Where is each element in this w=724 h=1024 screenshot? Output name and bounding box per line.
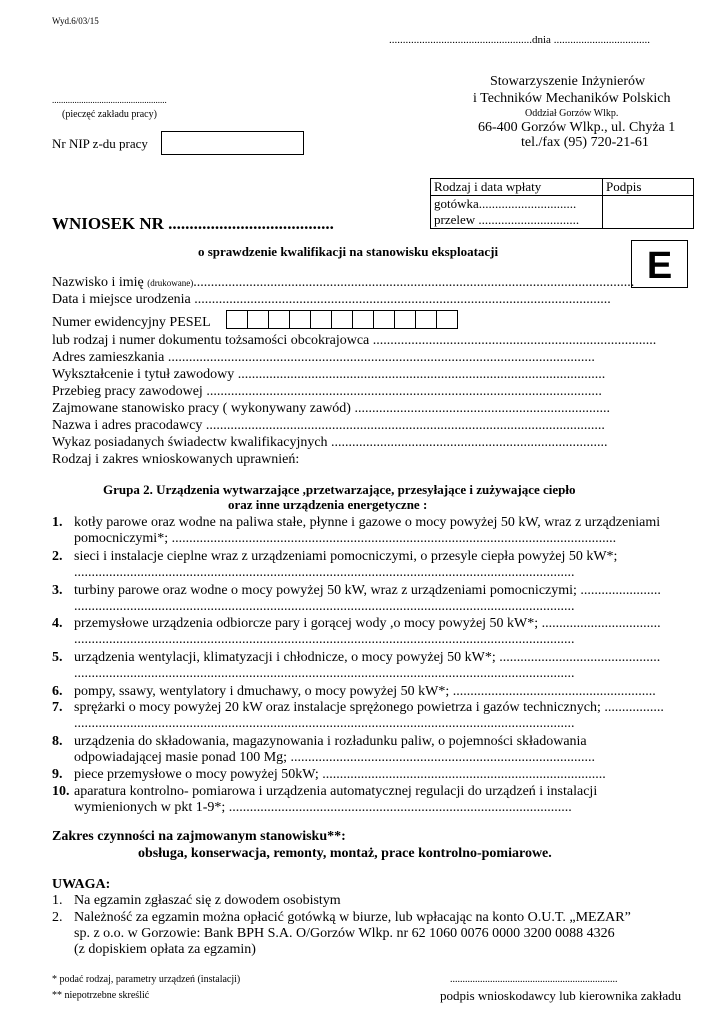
item-10-text[interactable]: aparatura kontrolno- pomiarowa i urządzenia automatycznej regulacji do urządzeń i instalacji	[74, 784, 598, 799]
signature-dots[interactable]: ...................................................................	[450, 974, 618, 985]
education-field[interactable]: Wykształcenie i tytuł zawodowy .........................................................................................................	[52, 367, 606, 382]
name-note: (drukowane)	[147, 278, 194, 288]
date-line[interactable]: ....................................................dnia ...................................	[389, 34, 650, 46]
item-5-text[interactable]: urządzenia wentylacji, klimatyzacji i chłodnicze, o mocy powyżej 50 kW*; ..............................................	[74, 650, 661, 665]
note-2-remark: (z dopiskiem opłata za egzamin)	[74, 942, 256, 957]
career-field[interactable]: Przebieg pracy zawodowej .................................................................................................................	[52, 384, 602, 399]
org-name-line2: i Techników Mechaników Polskich	[473, 91, 671, 106]
item-10-number: 10.	[52, 784, 70, 799]
item-10-line2[interactable]: wymienionych w pkt 1-9*; ..................................................................................................	[74, 800, 572, 815]
payment-type-header: Rodzaj i data wpłaty	[431, 179, 603, 196]
pesel-digit-box[interactable]	[226, 310, 248, 329]
payment-transfer-row[interactable]: przelew ...............................	[431, 212, 603, 229]
form-version: Wyd.6/03/15	[52, 16, 99, 26]
pesel-digit-box[interactable]	[268, 310, 290, 329]
item-9-text[interactable]: piece przemysłowe o mocy powyżej 50kW; .................................................................................	[74, 767, 606, 782]
address-field[interactable]: Adres zamieszkania ..........................................................................................................................	[52, 350, 595, 365]
item-3-number: 3.	[52, 583, 63, 598]
item-2-text[interactable]: sieci i instalacje cieplne wraz z urządzeniami pomocniczymi, o przesyle ciepła powyżej 50 kW*;	[74, 549, 618, 564]
org-phone: tel./fax (95) 720-21-61	[521, 135, 649, 150]
form-title	[52, 214, 334, 234]
item-7-text[interactable]: sprężarki o mocy powyżej 20 kW oraz instalacje sprężonego powietrza i gazów technicznych; .................	[74, 700, 664, 715]
pesel-boxes[interactable]	[227, 310, 458, 329]
item-2-line2[interactable]: ...............................................................................................................................................	[74, 565, 575, 580]
item-7-number: 7.	[52, 700, 63, 715]
nip-input[interactable]	[161, 131, 304, 155]
org-name-line1: Stowarzyszenie Inżynierów	[490, 74, 646, 89]
item-3-line2[interactable]: ...............................................................................................................................................	[74, 599, 575, 614]
footnote-1: * podać rodzaj, parametry urządzeń (instalacji)	[52, 974, 241, 985]
payment-cash-row[interactable]: gotówka..............................	[431, 196, 603, 213]
item-1-text[interactable]: kotły parowe oraz wodne na paliwa stałe, płynne i gazowe o mocy powyżej 50 kW, wraz z urządzeniami	[74, 515, 661, 530]
item-8-line2[interactable]: odpowiadającej masie ponad 100 Mg; .......................................................................................	[74, 750, 596, 765]
payment-signature-cell[interactable]	[603, 196, 694, 229]
note-2-text: Należność za egzamin można opłacić gotówką w biurze, lub wpłacając na konto O.U.T. „MEZAR”	[74, 910, 631, 925]
item-3-text[interactable]: turbiny parowe oraz wodne o mocy powyżej 50 kW, wraz z urządzeniami pomocniczymi; .......................	[74, 583, 661, 598]
group-title-line2: oraz inne urządzenia energetyczne :	[228, 497, 428, 512]
position-field[interactable]: Zajmowane stanowisko pracy ( wykonywany zawód) .........................................................................	[52, 401, 610, 416]
pesel-digit-box[interactable]	[247, 310, 269, 329]
signature-label: podpis wnioskodawcy lub kierownika zakładu	[440, 988, 682, 1003]
item-5-line2[interactable]: ...............................................................................................................................................	[74, 666, 575, 681]
activity-values[interactable]: obsługa, konserwacja, remonty, montaż, prace kontrolno-pomiarowe.	[138, 846, 552, 861]
pesel-digit-box[interactable]	[436, 310, 458, 329]
item-4-line2[interactable]: ...............................................................................................................................................	[74, 632, 575, 647]
form-title-text: WNIOSEK NR .......................................	[52, 214, 334, 233]
stamp-dots: ...................................................	[52, 95, 167, 105]
item-8-number: 8.	[52, 734, 63, 749]
form-subtitle: o sprawdzenie kwalifikacji na stanowisku eksploatacji	[198, 244, 499, 259]
pesel-label: Numer ewidencyjny PESEL	[52, 315, 211, 330]
name-field[interactable]	[52, 275, 634, 291]
item-1-line2[interactable]: pomocniczymi*; ...............................................................................................................................	[74, 531, 617, 546]
org-branch: Oddział Gorzów Wlkp.	[525, 108, 619, 119]
payment-signature-header: Podpis	[603, 179, 694, 196]
note-2-bank: sp. z o.o. w Gorzowie: Bank BPH S.A. O/Gorzów Wlkp. nr 62 1060 0076 0000 3200 0088 4326	[74, 926, 615, 941]
activity-title: Zakres czynności na zajmowanym stanowisku**:	[52, 829, 346, 844]
note-1-text: Na egzamin zgłaszać się z dowodem osobistym	[74, 893, 341, 908]
item-8-text[interactable]: urządzenia do składowania, magazynowania i rozładunku paliw, o pojemności składowania	[74, 734, 587, 749]
item-6-number: 6.	[52, 684, 63, 699]
item-9-number: 9.	[52, 767, 63, 782]
item-6-text[interactable]: pompy, ssawy, wentylatory i dmuchawy, o mocy powyżej 50 kW*; ..........................................................	[74, 684, 656, 699]
certificates-field[interactable]: Wykaz posiadanych świadectw kwalifikacyjnych ...............................................................................	[52, 435, 608, 450]
pesel-digit-box[interactable]	[415, 310, 437, 329]
pesel-digit-box[interactable]	[289, 310, 311, 329]
note-1-number: 1.	[52, 893, 63, 908]
item-1-number: 1.	[52, 515, 63, 530]
org-address: 66-400 Gorzów Wlkp., ul. Chyża 1	[478, 120, 676, 135]
foreign-doc-field[interactable]: lub rodzaj i numer dokumentu tożsamości obcokrajowca .................................................................................	[52, 333, 657, 348]
footnote-2: ** niepotrzebne skreślić	[52, 990, 150, 1001]
item-4-text[interactable]: przemysłowe urządzenia odbiorcze pary i gorącej wody ,o mocy powyżej 50 kW*; ..................................	[74, 616, 661, 631]
pesel-digit-box[interactable]	[352, 310, 374, 329]
pesel-digit-box[interactable]	[331, 310, 353, 329]
payment-table	[430, 178, 694, 229]
item-5-number: 5.	[52, 650, 63, 665]
pesel-digit-box[interactable]	[310, 310, 332, 329]
pesel-digit-box[interactable]	[373, 310, 395, 329]
item-7-line2[interactable]: ...............................................................................................................................................	[74, 716, 575, 731]
item-4-number: 4.	[52, 616, 63, 631]
scope-label: Rodzaj i zakres wnioskowanych uprawnień:	[52, 452, 300, 467]
pesel-digit-box[interactable]	[394, 310, 416, 329]
name-label: Nazwisko i imię	[52, 275, 144, 290]
stamp-label: (pieczęć zakładu pracy)	[62, 109, 157, 120]
name-dots: ..............................................................................................................................	[193, 275, 635, 290]
group-title-line1: Grupa 2. Urządzenia wytwarzające ,przetwarzające, przesyłające i zużywające ciepło	[103, 482, 576, 497]
employer-field[interactable]: Nazwa i adres pracodawcy ..................................................................................................................	[52, 418, 605, 433]
item-2-number: 2.	[52, 549, 63, 564]
note-2-number: 2.	[52, 910, 63, 925]
nip-label: Nr NIP z-du pracy	[52, 136, 148, 151]
category-box: E	[631, 240, 688, 288]
notes-title: UWAGA:	[52, 877, 111, 892]
birth-field[interactable]: Data i miejsce urodzenia .......................................................................................................................	[52, 292, 611, 307]
